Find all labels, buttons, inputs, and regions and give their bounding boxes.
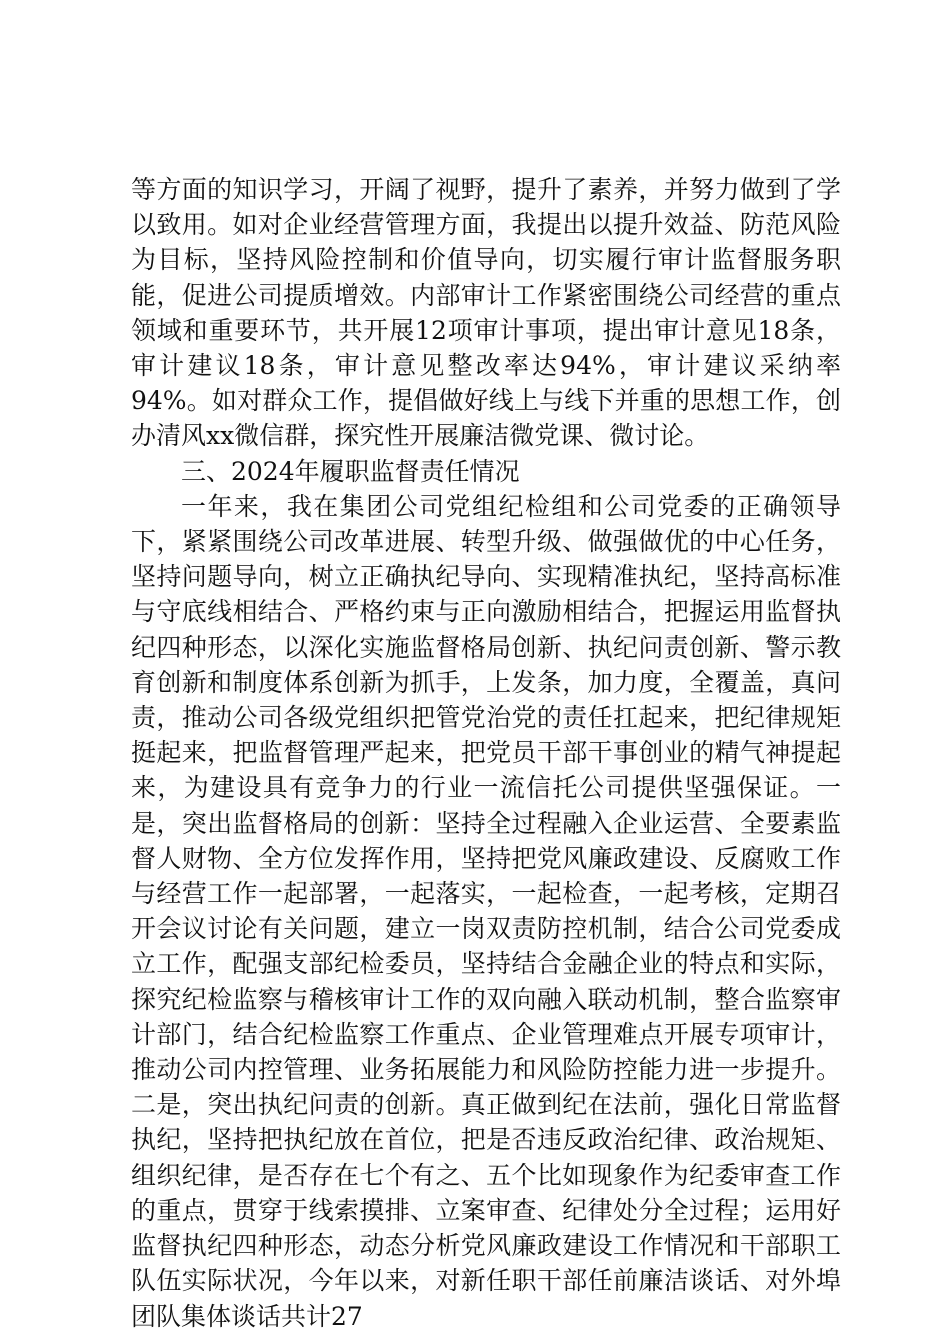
paragraph-continued: 等方面的知识学习，开阔了视野，提升了素养，并努力做到了学以致用。如对企业经营管理方面，我提出以提升效益、防范风险为目标，坚持风险控制和价值导向，切实履行审计监督服务职能，促进公司提质增效。内部审计工作紧密围绕公司经营的重点领域和重要环节，共开展12项审计事项，提出审计意见18条，审计建议18条，审计意见整改率达94%，审计建议采纳率94%。如对群众工作，提倡做好线上与线下并重的思想工作，创办清风xx微信群，探究性开展廉洁微党课、微讨论。 bbox=[131, 175, 841, 451]
document-page bbox=[131, 172, 841, 1334]
paragraph-body: 一年来，我在集团公司党组纪检组和公司党委的正确领导下，紧紧围绕公司改革进展、转型升级、做强做优的中心任务，坚持问题导向，树立正确执纪导向、实现精准执纪，坚持高标准与守底线相结合、严格约束与正向激励相结合，把握运用监督执纪四种形态，以深化实施监督格局创新、执纪问责创新、警示教育创新和制度体系创新为抓手，上发条，加力度，全覆盖，真问责，推动公司各级党组织把管党治党的责任扛起来，把纪律规矩挺起来，把监督管理严起来，把党员干部干事创业的精气神提起来，为建设具有竞争力的行业一流信托公司提供坚强保证。一是，突出监督格局的创新：坚持全过程融入企业运营、全要素监督人财物、全方位发挥作用，坚持把党风廉政建设、反腐败工作与经营工作一起部署，一起落实，一起检查，一起考核，定期召开会议讨论有关问题，建立一岗双责防控机制，结合公司党委成立工作，配强支部纪检委员，坚持结合金融企业的特点和实际，探究纪检监察与稽核审计工作的双向融入联动机制，整合监察审计部门，结合纪检监察工作重点、企业管理难点开展专项审计，推动公司内控管理、业务拓展能力和风险防控能力进一步提升。二是，突出执纪问责的创新。真正做到纪在法前，强化日常监督执纪，坚持把执纪放在首位，把是否违反政治纪律、政治规矩、组织纪律，是否存在七个有之、五个比如现象作为纪委审查工作的重点，贯穿于线索摸排、立案审查、纪律处分全过程；运用好监督执纪四种形态，动态分析党风廉政建设工作情况和干部职工队伍实际状况，今年以来，对新任职干部任前廉洁谈话、对外埠团队集体谈话共计27 bbox=[131, 491, 841, 1331]
section-heading: 三、2024年履职监督责任情况 bbox=[181, 456, 520, 486]
